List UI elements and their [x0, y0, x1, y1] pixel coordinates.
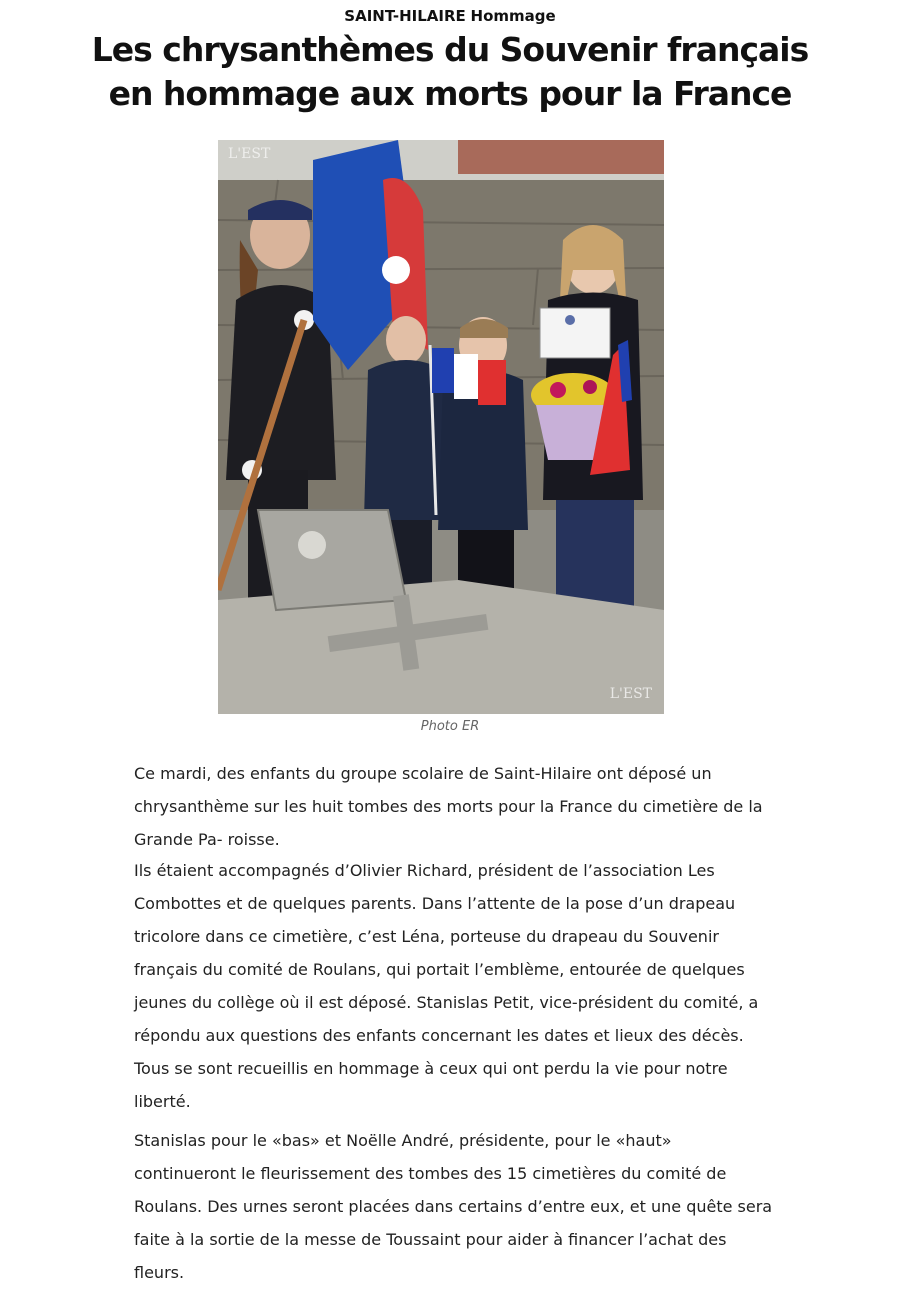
article-title [60, 28, 840, 116]
article-paragraph-1: Ce mardi, des enfants du groupe scolaire de Saint-Hilaire ont déposé un chrysanthème sur les huit tombes des morts pour la France du cimetière de la Grande Pa- roisse. [134, 764, 763, 849]
watermark-top: L'EST [228, 146, 271, 162]
watermark-bottom: L'EST [609, 686, 652, 702]
article-paragraph-3: Stanislas pour le «bas» et Noëlle André, présidente, pour le «haut» continueront le fleurissement des tombes des 15 cimetières du comité de Roulans. Des urnes seront placées dans certains d’entre eux, et une quête sera faite à la sortie de la messe de Toussaint pour aider à financer l’achat des fleurs. [134, 1131, 773, 1282]
article-paragraph-2: Ils étaient accompagnés d’Olivier Richard, président de l’association Les Combottes et de quelques parents. Dans l’attente de la pose d’un drapeau tricolore dans ce cimetière, c’est Léna, porteuse du drapeau du Souvenir français du comité de Roulans, qui portait l’emblème, entourée de quelques jeunes du collège où il est déposé. Stanislas Petit, vice-président du comité, a répondu aux questions des enfants concernant les dates et lieux des décès. Tous se sont recueillis en hommage à ceux qui ont perdu la vie pour notre liberté. [134, 861, 759, 1111]
kicker-section: Hommage [470, 7, 556, 25]
title-line-1: Les chrysanthèmes du Souvenir français [91, 30, 809, 69]
kicker-place: SAINT-HILAIRE [344, 7, 466, 25]
article-kicker [0, 6, 900, 26]
photo-illustration [218, 140, 664, 714]
article-photo [218, 140, 664, 714]
title-line-2: en hommage aux morts pour la France [108, 74, 792, 113]
photo-credit: Photo ER [420, 719, 480, 734]
